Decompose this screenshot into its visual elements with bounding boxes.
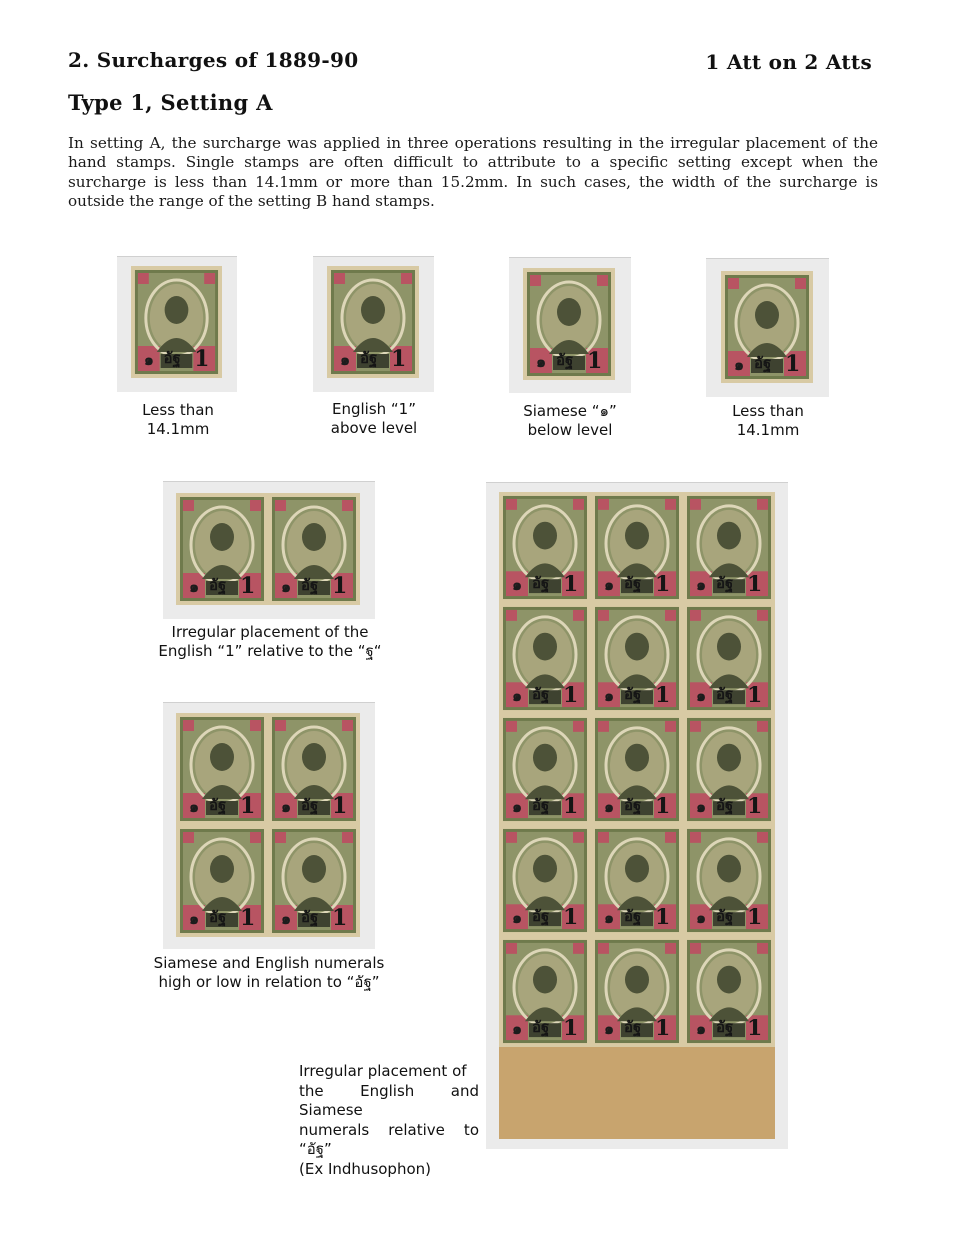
svg-text:อัฐ: อัฐ <box>209 796 227 814</box>
svg-text:อัฐ: อัฐ <box>209 576 227 594</box>
stamp-block15-1 <box>499 492 591 603</box>
caption-single-2 <box>294 400 454 438</box>
svg-text:1: 1 <box>747 1015 763 1042</box>
caption-line: the English and Siamese <box>299 1081 479 1119</box>
caption-block4 <box>139 954 399 992</box>
svg-text:1: 1 <box>747 571 763 598</box>
svg-text:1: 1 <box>655 571 671 598</box>
svg-text:1: 1 <box>785 351 801 377</box>
svg-text:1: 1 <box>240 573 256 599</box>
stamp-block4-4 <box>268 825 360 937</box>
svg-text:อัฐ: อัฐ <box>301 576 319 594</box>
svg-text:๑: ๑ <box>604 575 615 595</box>
svg-text:1: 1 <box>587 348 603 374</box>
caption-line: numerals relative to “อัฐ” <box>299 1120 479 1158</box>
stamp-single-2 <box>327 266 419 378</box>
svg-text:อัฐ: อัฐ <box>301 908 319 926</box>
svg-text:๑: ๑ <box>281 797 292 816</box>
svg-text:1: 1 <box>655 904 671 931</box>
stamp-block4-3 <box>176 825 268 937</box>
svg-text:อัฐ: อัฐ <box>556 351 574 369</box>
svg-text:อัฐ: อัฐ <box>624 574 642 593</box>
svg-text:อัฐ: อัฐ <box>532 685 550 704</box>
stamp-block15-5 <box>591 603 683 714</box>
svg-text:1: 1 <box>332 573 348 599</box>
stamp-block15-15 <box>683 936 775 1047</box>
svg-text:๑: ๑ <box>734 355 745 374</box>
svg-text:อัฐ: อัฐ <box>532 796 550 815</box>
svg-text:อัฐ: อัฐ <box>716 685 734 704</box>
caption-line: 14.1mm <box>736 421 800 439</box>
svg-text:๑: ๑ <box>340 350 351 369</box>
stamp-pair-2 <box>268 493 360 605</box>
svg-text:๑: ๑ <box>512 797 523 817</box>
stamp-single-1 <box>131 266 222 378</box>
svg-text:๑: ๑ <box>604 686 615 706</box>
section-title: 2. Surcharges of 1889-90 <box>68 48 359 72</box>
svg-text:อัฐ: อัฐ <box>624 907 642 926</box>
svg-text:1: 1 <box>563 1015 579 1042</box>
sheet-margin-selvage <box>499 1047 775 1139</box>
svg-text:๑: ๑ <box>281 909 292 928</box>
svg-text:อัฐ: อัฐ <box>716 796 734 815</box>
svg-text:1: 1 <box>332 905 348 931</box>
caption-line: Less than <box>142 401 214 419</box>
svg-text:อัฐ: อัฐ <box>716 907 734 926</box>
svg-text:๑: ๑ <box>696 686 707 706</box>
svg-text:๑: ๑ <box>512 575 523 595</box>
stamp-pair-1 <box>176 493 268 605</box>
caption-single-4 <box>688 402 848 440</box>
svg-text:1: 1 <box>655 793 671 820</box>
svg-text:อัฐ: อัฐ <box>532 1018 550 1037</box>
svg-text:1: 1 <box>747 904 763 931</box>
stamp-block15-6 <box>683 603 775 714</box>
svg-text:๑: ๑ <box>281 577 292 596</box>
intro-paragraph: In setting A, the surcharge was applied in three operations resulting in the irregular placement of the hand stamps. Single stamps are often difficult to attribute to a specific setting except when the surcharge is less than 14.1mm or more than 15.2mm. In such cases, the width of the surcharge is outside the range of the setting B hand stamps. <box>68 134 878 211</box>
stamp-block15-4 <box>499 603 591 714</box>
svg-text:๑: ๑ <box>189 577 200 596</box>
svg-text:๑: ๑ <box>604 797 615 817</box>
caption-line: Irregular placement of <box>299 1062 467 1080</box>
caption-line: Siamese and English numerals <box>153 954 385 972</box>
svg-text:อัฐ: อัฐ <box>360 349 378 367</box>
svg-text:๑: ๑ <box>512 1019 523 1039</box>
svg-text:1: 1 <box>747 682 763 709</box>
caption-line: Siamese “๑” <box>523 402 617 420</box>
svg-text:๑: ๑ <box>604 1019 615 1039</box>
caption-line: Irregular placement of the <box>171 623 369 641</box>
svg-text:1: 1 <box>563 682 579 709</box>
svg-text:1: 1 <box>194 345 210 373</box>
svg-text:๑: ๑ <box>696 908 707 928</box>
svg-text:๑: ๑ <box>189 909 200 928</box>
svg-text:อัฐ: อัฐ <box>754 354 772 372</box>
caption-block15 <box>299 1062 479 1179</box>
svg-text:๑: ๑ <box>143 349 154 370</box>
svg-text:๑: ๑ <box>189 797 200 816</box>
caption-line: above level <box>330 419 418 437</box>
caption-line: English “1” <box>331 400 417 418</box>
stamp-block15-8 <box>591 714 683 825</box>
stamp-block15-7 <box>499 714 591 825</box>
stamp-block15-9 <box>683 714 775 825</box>
caption-single-3 <box>490 402 650 440</box>
svg-text:1: 1 <box>240 905 256 931</box>
caption-line: below level <box>527 421 613 439</box>
svg-text:1: 1 <box>655 1015 671 1042</box>
svg-text:๑: ๑ <box>536 352 547 371</box>
stamp-block15-13 <box>499 936 591 1047</box>
svg-text:1: 1 <box>563 571 579 598</box>
svg-text:อัฐ: อัฐ <box>624 1018 642 1037</box>
caption-pair <box>140 623 400 661</box>
stamp-block15-11 <box>591 825 683 936</box>
stamp-single-4 <box>721 271 813 383</box>
svg-text:๑: ๑ <box>696 797 707 817</box>
svg-text:อัฐ: อัฐ <box>209 908 227 926</box>
svg-text:๑: ๑ <box>512 908 523 928</box>
caption-line: Less than <box>732 402 804 420</box>
stamp-block15-10 <box>499 825 591 936</box>
caption-single-1 <box>98 401 258 439</box>
svg-text:อัฐ: อัฐ <box>624 685 642 704</box>
caption-line: high or low in relation to “อัฐ” <box>158 973 380 991</box>
caption-line: (Ex Indhusophon) <box>299 1159 431 1178</box>
stamp-single-3 <box>523 268 615 380</box>
svg-text:อัฐ: อัฐ <box>532 574 550 593</box>
svg-text:๑: ๑ <box>696 575 707 595</box>
stamp-block15-14 <box>591 936 683 1047</box>
svg-text:1: 1 <box>563 793 579 820</box>
subsection-title: Type 1, Setting A <box>68 90 273 115</box>
svg-text:อัฐ: อัฐ <box>624 796 642 815</box>
svg-text:1: 1 <box>332 793 348 819</box>
svg-text:1: 1 <box>391 346 407 372</box>
stamp-block15-12 <box>683 825 775 936</box>
caption-line: 14.1mm <box>146 420 210 438</box>
svg-text:๑: ๑ <box>512 686 523 706</box>
svg-text:1: 1 <box>563 904 579 931</box>
svg-text:อัฐ: อัฐ <box>163 348 181 368</box>
svg-text:1: 1 <box>655 682 671 709</box>
svg-text:อัฐ: อัฐ <box>716 1018 734 1037</box>
svg-text:อัฐ: อัฐ <box>532 907 550 926</box>
svg-text:๑: ๑ <box>696 1019 707 1039</box>
svg-text:1: 1 <box>240 793 256 819</box>
stamp-block4-2 <box>268 713 360 825</box>
svg-text:๑: ๑ <box>604 908 615 928</box>
issue-title: 1 Att on 2 Atts <box>705 50 872 74</box>
stamp-block15-3 <box>683 492 775 603</box>
svg-text:อัฐ: อัฐ <box>716 574 734 593</box>
stamp-block15-2 <box>591 492 683 603</box>
stamp-block4-1 <box>176 713 268 825</box>
caption-line: English “1” relative to the “ฐ“ <box>158 642 382 660</box>
svg-text:อัฐ: อัฐ <box>301 796 319 814</box>
svg-text:1: 1 <box>747 793 763 820</box>
